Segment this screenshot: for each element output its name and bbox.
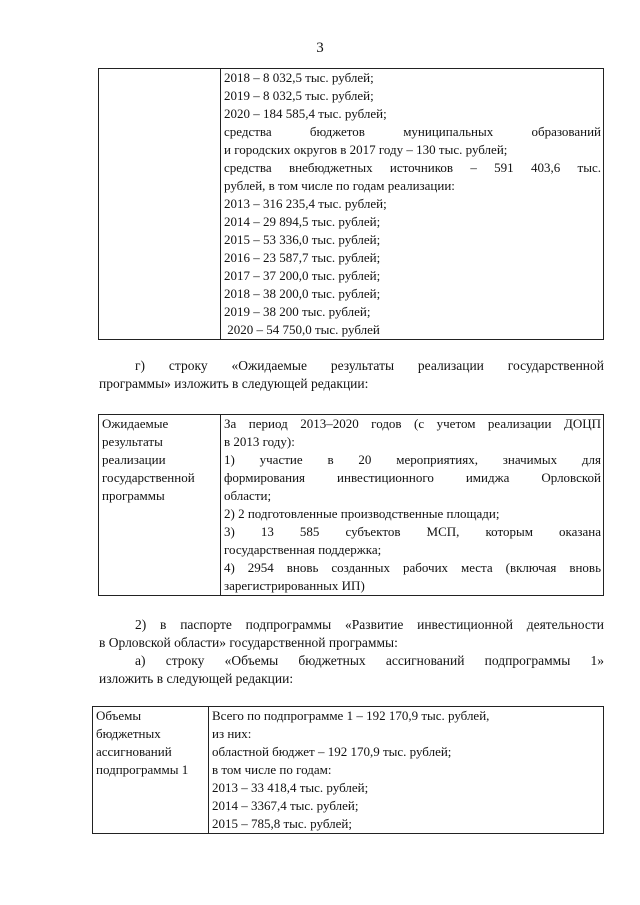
- subprogram-funding-table: [92, 706, 604, 834]
- table3-left-cell: [93, 707, 209, 834]
- text-line: За период 2013–2020 годов (с учетом реализации ДОЦП: [224, 416, 601, 431]
- table2-right-cell: [221, 415, 604, 596]
- paragraph-2: [99, 616, 604, 652]
- text-line: Всего по подпрограмме 1 – 192 170,9 тыс. рублей,: [212, 708, 490, 723]
- table1-left-cell: [99, 69, 221, 340]
- text-line: в том числе по годам:: [212, 762, 332, 777]
- text-line: области;: [224, 488, 272, 503]
- text-line: и городских округов в 2017 году – 130 тыс. рублей;: [224, 142, 508, 157]
- text-line: средства внебюджетных источников – 591 403,6 тыс.: [224, 160, 601, 175]
- page-number: 3: [316, 40, 324, 56]
- text-line: 4) 2954 вновь созданных рабочих места (включая вновь: [224, 560, 601, 575]
- text-line: в 2013 году):: [224, 434, 295, 449]
- text-line: 2014 – 29 894,5 тыс. рублей;: [224, 214, 381, 229]
- row-heading-line: Ожидаемые: [102, 416, 169, 431]
- paragraph-line: программы» изложить в следующей редакции:: [99, 376, 369, 391]
- table2-left-cell: [99, 415, 221, 596]
- row-heading-line: ассигнований: [96, 744, 172, 759]
- paragraph-a: [99, 652, 604, 688]
- text-line: 2017 – 37 200,0 тыс. рублей;: [224, 268, 381, 283]
- row-heading-line: государственной: [102, 470, 195, 485]
- text-line: зарегистрированных ИП): [224, 578, 365, 593]
- text-line: 2019 – 8 032,5 тыс. рублей;: [224, 88, 374, 103]
- text-line: формирования инвестиционного имиджа Орловской: [224, 470, 601, 485]
- text-line: 2015 – 785,8 тыс. рублей;: [212, 816, 352, 831]
- row-heading-line: результаты: [102, 434, 163, 449]
- row-heading-line: Объемы: [96, 708, 142, 723]
- table1-right-cell: [221, 69, 604, 340]
- row-heading-line: программы: [102, 488, 165, 503]
- text-line: 3) 13 585 субъектов МСП, которым оказана: [224, 524, 601, 539]
- row-heading-line: подпрограммы 1: [96, 762, 189, 777]
- text-line: 2019 – 38 200 тыс. рублей;: [224, 304, 371, 319]
- text-line: из них:: [212, 726, 252, 741]
- expected-results-table: [98, 414, 604, 596]
- table3-right-cell: [209, 707, 604, 834]
- text-line: 2020 – 54 750,0 тыс. рублей: [224, 322, 380, 337]
- text-line: областной бюджет – 192 170,9 тыс. рублей;: [212, 744, 452, 759]
- funding-table-continued: [98, 68, 604, 340]
- text-line: 2016 – 23 587,7 тыс. рублей;: [224, 250, 381, 265]
- text-line: рублей, в том числе по годам реализации:: [224, 178, 455, 193]
- text-line: 2015 – 53 336,0 тыс. рублей;: [224, 232, 381, 247]
- row-heading-line: бюджетных: [96, 726, 161, 741]
- paragraph-g: [99, 357, 604, 393]
- text-line: 2018 – 8 032,5 тыс. рублей;: [224, 70, 374, 85]
- paragraph-line: г) строку «Ожидаемые результаты реализации государственной: [135, 358, 604, 373]
- text-line: 2014 – 3367,4 тыс. рублей;: [212, 798, 359, 813]
- text-line: 2013 – 316 235,4 тыс. рублей;: [224, 196, 387, 211]
- text-line: средства бюджетов муниципальных образований: [224, 124, 601, 139]
- paragraph-line: в Орловской области» государственной программы:: [99, 635, 398, 650]
- paragraph-line: а) строку «Объемы бюджетных ассигнований подпрограммы 1»: [135, 653, 604, 668]
- paragraph-line: 2) в паспорте подпрограммы «Развитие инвестиционной деятельности: [135, 617, 604, 632]
- text-line: 1) участие в 20 мероприятиях, значимых для: [224, 452, 601, 467]
- paragraph-line: изложить в следующей редакции:: [99, 671, 294, 686]
- row-heading-line: реализации: [102, 452, 166, 467]
- text-line: 2020 – 184 585,4 тыс. рублей;: [224, 106, 387, 121]
- text-line: 2018 – 38 200,0 тыс. рублей;: [224, 286, 381, 301]
- text-line: 2) 2 подготовленные производственные площади;: [224, 506, 500, 521]
- text-line: 2013 – 33 418,4 тыс. рублей;: [212, 780, 369, 795]
- text-line: государственная поддержка;: [224, 542, 382, 557]
